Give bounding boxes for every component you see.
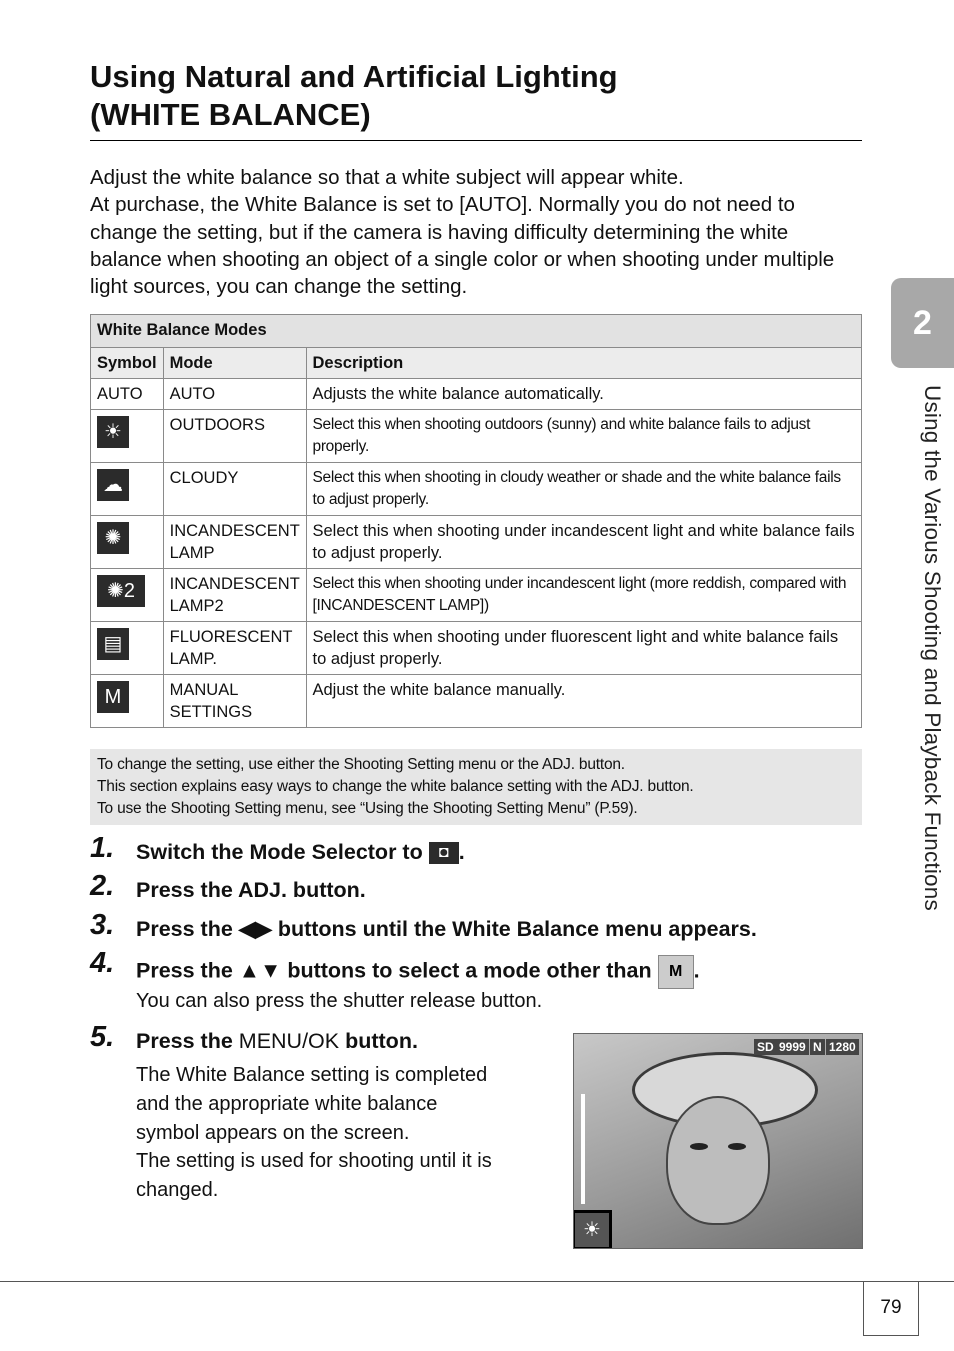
camera-screen-illustration — [573, 1033, 863, 1249]
header-description: Description — [306, 348, 862, 379]
table-row — [91, 463, 862, 516]
chapter-tab — [891, 278, 954, 368]
description-cell: Select this when shooting in cloudy weather or shade and the white balance fails to adjust properly. — [306, 463, 862, 516]
left-right-arrows-icon: ◀▶ — [238, 917, 272, 941]
up-down-arrows-icon: ▲▼ — [238, 958, 282, 983]
table-row — [91, 410, 862, 463]
cloud-icon: ☁ — [97, 469, 129, 501]
symbol-auto: AUTO — [91, 379, 164, 410]
table-row — [91, 569, 862, 622]
mode-cell: CLOUDY — [163, 463, 306, 516]
mode-cell: OUTDOORS — [163, 410, 306, 463]
incandescent2-icon: ✺2 — [97, 575, 145, 607]
table-row — [91, 379, 862, 410]
header-symbol: Symbol — [91, 348, 164, 379]
table-row — [91, 675, 862, 728]
manual-icon: M — [658, 955, 694, 989]
chapter-label: Using the Various Shooting and Playback Functions — [920, 385, 945, 911]
page-number: 79 — [880, 1297, 902, 1318]
menu-ok-label: MENU/OK — [238, 1029, 340, 1053]
white-balance-slider — [581, 1094, 585, 1204]
white-balance-table — [90, 314, 862, 728]
incandescent-icon: ✺ — [97, 522, 129, 554]
image-size-indicator: 1280 — [826, 1039, 859, 1055]
media-indicator: SD — [754, 1039, 777, 1055]
selected-wb-sun-icon: ☀ — [573, 1210, 612, 1249]
mode-cell: FLUORESCENT LAMP. — [163, 622, 306, 675]
page-title — [90, 58, 862, 134]
sun-icon: ☀ — [97, 416, 129, 448]
note-line: To change the setting, use either the Shooting Setting menu or the ADJ. button. — [97, 756, 625, 773]
table-row — [91, 622, 862, 675]
manual-icon: M — [97, 681, 129, 713]
page-number-box — [863, 1281, 919, 1336]
note-line: To use the Shooting Setting menu, see “Using the Shooting Setting Menu” (P.59). — [97, 800, 638, 817]
intro-paragraph-1: Adjust the white balance so that a white subject will appear white. — [90, 166, 684, 189]
mode-cell: INCANDESCENT LAMP — [163, 516, 306, 569]
description-cell: Select this when shooting under fluorescent light and white balance fails to adjust properly. — [306, 622, 862, 675]
remaining-shots: 9999 — [776, 1039, 809, 1055]
face-illustration — [666, 1096, 770, 1225]
header-mode: Mode — [163, 348, 306, 379]
intro-paragraph-2: At purchase, the White Balance is set to [AUTO]. Normally you do not need to change the setting, but if the camera is having difficulty determining the white balance when shooting an object of a single color or when shooting under multiple light sources, you can change the setting. — [90, 193, 835, 299]
mode-cell: MANUAL SETTINGS — [163, 675, 306, 728]
camera-icon: ◘ — [429, 842, 459, 864]
mode-cell: AUTO — [163, 379, 306, 410]
note-line: This section explains easy ways to change the white balance setting with the ADJ. button. — [97, 778, 694, 795]
title-divider — [90, 140, 862, 141]
intro-text — [90, 164, 862, 300]
step-4-note: You can also press the shutter release button. — [136, 990, 543, 1012]
description-cell: Adjust the white balance manually. — [306, 675, 862, 728]
step-5-text: The White Balance setting is completed and the appropriate white balance symbol appears on the screen. The setting is used for shooting until it is changed. — [136, 1064, 492, 1202]
fluorescent-icon: ▤ — [97, 628, 129, 660]
mode-cell: INCANDESCENT LAMP2 — [163, 569, 306, 622]
description-cell: Select this when shooting outdoors (sunny) and white balance fails to adjust properly. — [306, 410, 862, 463]
description-cell: Select this when shooting under incandescent light and white balance fails to adjust properly. — [306, 516, 862, 569]
title-line-2: (WHITE BALANCE) — [90, 97, 371, 132]
table-row — [91, 516, 862, 569]
description-cell: Select this when shooting under incandescent light (more reddish, compared with [INCANDESCENT LAMP]) — [306, 569, 862, 622]
table-caption: White Balance Modes — [91, 315, 862, 348]
chapter-number: 2 — [913, 304, 932, 342]
title-line-1: Using Natural and Artificial Lighting — [90, 59, 618, 94]
footer-divider — [0, 1281, 954, 1282]
description-cell: Adjusts the white balance automatically. — [306, 379, 862, 410]
note-box — [90, 749, 862, 825]
quality-indicator: N — [810, 1039, 825, 1055]
